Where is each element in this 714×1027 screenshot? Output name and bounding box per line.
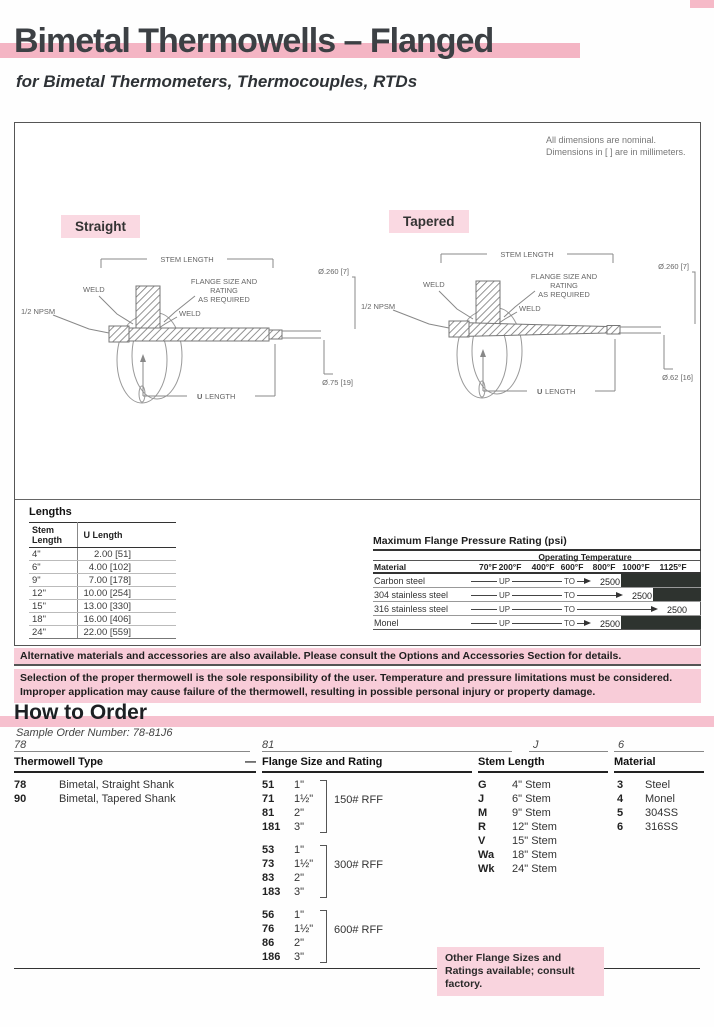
flange-size: 1½" [294,793,314,805]
table-row [29,561,176,574]
order-desc: 12" Stem [512,821,557,833]
stem-length-value: 4" [29,548,77,561]
lengths-col-u: U Length [77,523,176,548]
stem-length-value: 24" [29,626,77,639]
npsm-label: 1/2 NPSM [21,307,56,316]
alternative-materials-notice: Alternative materials and accessories are also available. Please consult the Options and Accessories Section for details. [14,648,701,666]
flange-note-line3: AS REQUIRED [538,290,590,299]
order-code: J [478,793,485,805]
order-desc: 316SS [645,821,679,833]
rating-value: 2500 [667,604,688,615]
table-row [29,574,176,587]
order-code: G [478,779,487,791]
stem-length-value: 12" [29,587,77,600]
material-name: 316 stainless steel [374,604,449,614]
code-underline [529,751,608,752]
order-desc: Steel [645,779,671,791]
order-desc: 24" Stem [512,863,557,875]
flange-size: 3" [294,821,305,833]
temp-col: 1125°F [659,562,687,572]
list-item [14,779,176,793]
order-desc: 18" Stem [512,849,557,861]
up-label: UP [499,618,511,628]
list-item [478,835,557,849]
order-desc: 6" Stem [512,793,551,805]
order-code: 86 [262,937,275,949]
list-item [478,793,557,807]
order-desc: 304SS [645,807,679,819]
page-title: Bimetal Thermowells – Flanged [14,22,494,60]
dimensions-note [546,135,686,158]
order-code: 183 [262,886,281,898]
order-code: Wk [478,863,495,875]
order-code: V [478,835,486,847]
blocked-out-cells [621,616,701,629]
table-row [373,588,701,602]
list-item [262,779,402,793]
order-code: 90 [14,793,27,805]
order-desc: Monel [645,793,675,805]
flange-size: 2" [294,807,305,819]
flange-size: 1" [294,909,305,921]
straight-thermowell-diagram [19,244,359,459]
dimensions-note-line1: All dimensions are nominal. [546,135,657,145]
list-item [262,872,402,886]
list-item [262,909,402,923]
temp-col: 400°F [531,562,555,572]
stem-length-value: 18" [29,613,77,626]
order-code: 81 [262,807,275,819]
tip-dia-label: Ø.75 [19] [322,378,353,387]
list-item [478,849,557,863]
stem-length-column [478,779,557,877]
rating-value: 2500 [632,590,653,601]
material-name: 304 stainless steel [374,590,449,600]
flange-size: 3" [294,886,305,898]
stem-length-dim-label: STEM LENGTH [500,250,554,259]
weld-label-1: WELD [423,280,445,289]
stem-length-value: 15" [29,600,77,613]
operating-temperature-label: Operating Temperature [538,552,632,562]
temp-col: 800°F [592,562,616,572]
flange-size: 3" [294,951,305,963]
sample-code-thermowell: 78 [14,739,27,751]
stem-length-value: 9" [29,574,77,587]
pressure-table-column-headers [373,561,701,574]
tapered-label: Tapered [389,210,469,233]
table-row [373,616,701,630]
list-item [617,779,678,793]
rating-value: 2500 [600,618,621,629]
order-code: 76 [262,923,275,935]
to-label: TO [564,604,575,614]
corner-pink-mark [690,0,714,8]
order-code: 6 [617,821,624,833]
to-label: TO [564,590,575,600]
u-length-value: 10.00 [254] [77,587,176,600]
list-item [617,821,678,835]
code-underline [262,751,512,752]
order-desc: Bimetal, Tapered Shank [59,793,176,805]
material-column [617,779,678,835]
flange-note-line3: AS REQUIRED [198,295,250,304]
group-bracket [320,780,327,833]
order-desc: 9" Stem [512,807,551,819]
order-code: 5 [617,807,624,819]
table-row [373,602,701,616]
order-code: 73 [262,858,275,870]
temp-col: 600°F [560,562,584,572]
flange-group-600 [262,909,402,965]
order-code: 186 [262,951,281,963]
flange-note-line1: FLANGE SIZE AND [530,272,598,281]
order-code: 53 [262,844,275,856]
list-item [262,937,402,951]
rating-label: 150# RFF [334,794,383,806]
stem-length-value: 6" [29,561,77,574]
stem-length-dim-label: STEM LENGTH [160,255,214,264]
u-length-rest: LENGTH [545,387,576,396]
order-desc: 15" Stem [512,835,557,847]
thermowell-type-column [14,779,176,807]
to-label: TO [564,618,575,628]
pressure-table-title: Maximum Flange Pressure Rating (psi) [373,535,567,547]
diagram-panel [14,122,701,646]
u-length-value: 13.00 [330] [77,600,176,613]
list-item [617,807,678,821]
to-label: TO [564,576,575,586]
straight-label: Straight [61,215,140,238]
list-item [262,844,402,858]
order-code: 78 [14,779,27,791]
flange-group-150 [262,779,402,835]
list-item [14,793,176,807]
order-code: 181 [262,821,281,833]
header-rule [478,771,608,773]
up-label: UP [499,604,511,614]
list-item [262,886,402,900]
table-row [29,626,176,639]
list-item [262,821,402,835]
flange-size-header: Flange Size and Rating [262,756,383,768]
rating-range-arrow [471,595,621,596]
temp-col: 1000°F [622,562,650,572]
tip-dia-label: Ø.62 [16] [662,373,693,382]
order-code: M [478,807,488,819]
list-item [478,821,557,835]
material-name: Carbon steel [374,576,426,586]
flange-note-line2: RATING [550,281,578,290]
order-code: 71 [262,793,275,805]
bore-dia-label: Ø.260 [7] [318,267,349,276]
list-item [478,863,557,877]
u-length-value: 16.00 [406] [77,613,176,626]
order-code: 56 [262,909,275,921]
lengths-table-title: Lengths [29,506,72,518]
header-rule [14,771,256,773]
order-desc: Bimetal, Straight Shank [59,779,174,791]
weld-label-1: WELD [83,285,105,294]
temp-col: 200°F [498,562,522,572]
code-underline [614,751,704,752]
code-underline [14,751,250,752]
group-bracket [320,845,327,898]
u-length-bold: U [197,392,203,401]
list-item [617,793,678,807]
flange-size: 1" [294,779,305,791]
u-length-value: 2.00 [51] [77,548,176,561]
operating-temperature-header [373,549,701,561]
flange-note-line2: RATING [210,286,238,295]
order-code: 4 [617,793,624,805]
up-label: UP [499,590,511,600]
weld-label-2: WELD [519,304,541,313]
header-rule [614,771,704,773]
table-row [373,574,701,588]
list-item [478,779,557,793]
sample-code-flange: 81 [262,739,275,751]
flange-size: 1½" [294,923,314,935]
lengths-table [29,506,176,639]
temp-col: 70°F [478,562,498,572]
u-length-bold: U [537,387,543,396]
how-to-order-heading: How to Order [14,701,148,724]
order-code: Wa [478,849,495,861]
header-dash: — [245,756,256,768]
flange-size-column [262,779,402,974]
table-row [29,613,176,626]
flange-size: 2" [294,872,305,884]
list-item [478,807,557,821]
rating-label: 600# RFF [334,924,383,936]
flange-size: 2" [294,937,305,949]
order-code: 83 [262,872,275,884]
material-header: Material [374,562,407,572]
tapered-thermowell-diagram [359,239,699,454]
list-item [262,807,402,821]
flange-size: 1½" [294,858,314,870]
u-length-value: 7.00 [178] [77,574,176,587]
header-rule [262,771,472,773]
order-code: 51 [262,779,275,791]
u-length-value: 4.00 [102] [77,561,176,574]
list-item [262,951,402,965]
table-row [29,548,176,561]
bore-dia-label: Ø.260 [7] [658,262,689,271]
thermowell-type-header: Thermowell Type [14,756,104,768]
sample-code-material: 6 [618,739,625,751]
order-code: 3 [617,779,624,791]
stem-length-header: Stem Length [478,756,545,768]
sample-code-stem: J [533,739,539,751]
up-label: UP [499,576,511,586]
pressure-rating-table [373,535,701,630]
flange-size: 1" [294,844,305,856]
blocked-out-cells [621,574,701,587]
weld-label-2: WELD [179,309,201,318]
u-length-rest: LENGTH [205,392,236,401]
lengths-col-stem: Stem Length [29,523,77,548]
table-row [29,600,176,613]
flange-note-line1: FLANGE SIZE AND [190,277,258,286]
material-name: Monel [374,618,399,628]
order-code: R [478,821,486,833]
u-length-value: 22.00 [559] [77,626,176,639]
dimensions-note-line2: Dimensions in [ ] are in millimeters. [546,146,686,157]
page-subtitle: for Bimetal Thermometers, Thermocouples, RTDs [16,72,418,91]
rating-label: 300# RFF [334,859,383,871]
material-header: Material [614,756,656,768]
npsm-label: 1/2 NPSM [361,302,396,311]
rating-value: 2500 [600,576,621,587]
sample-order-number: Sample Order Number: 78-81J6 [16,727,173,739]
other-flange-sizes-note: Other Flange Sizes and Ratings available; consult factory. [437,947,604,996]
responsibility-warning-notice: Selection of the proper thermowell is the sole responsibility of the user. Temperature and pressure limitations must be considered. Improper application may cause failure of the thermowell, resulting in possible personal injury or property damage. [14,669,701,703]
group-bracket [320,910,327,963]
blocked-out-cells [653,588,701,601]
panel-divider [15,499,700,500]
table-row [29,587,176,600]
order-desc: 4" Stem [512,779,551,791]
flange-group-300 [262,844,402,900]
